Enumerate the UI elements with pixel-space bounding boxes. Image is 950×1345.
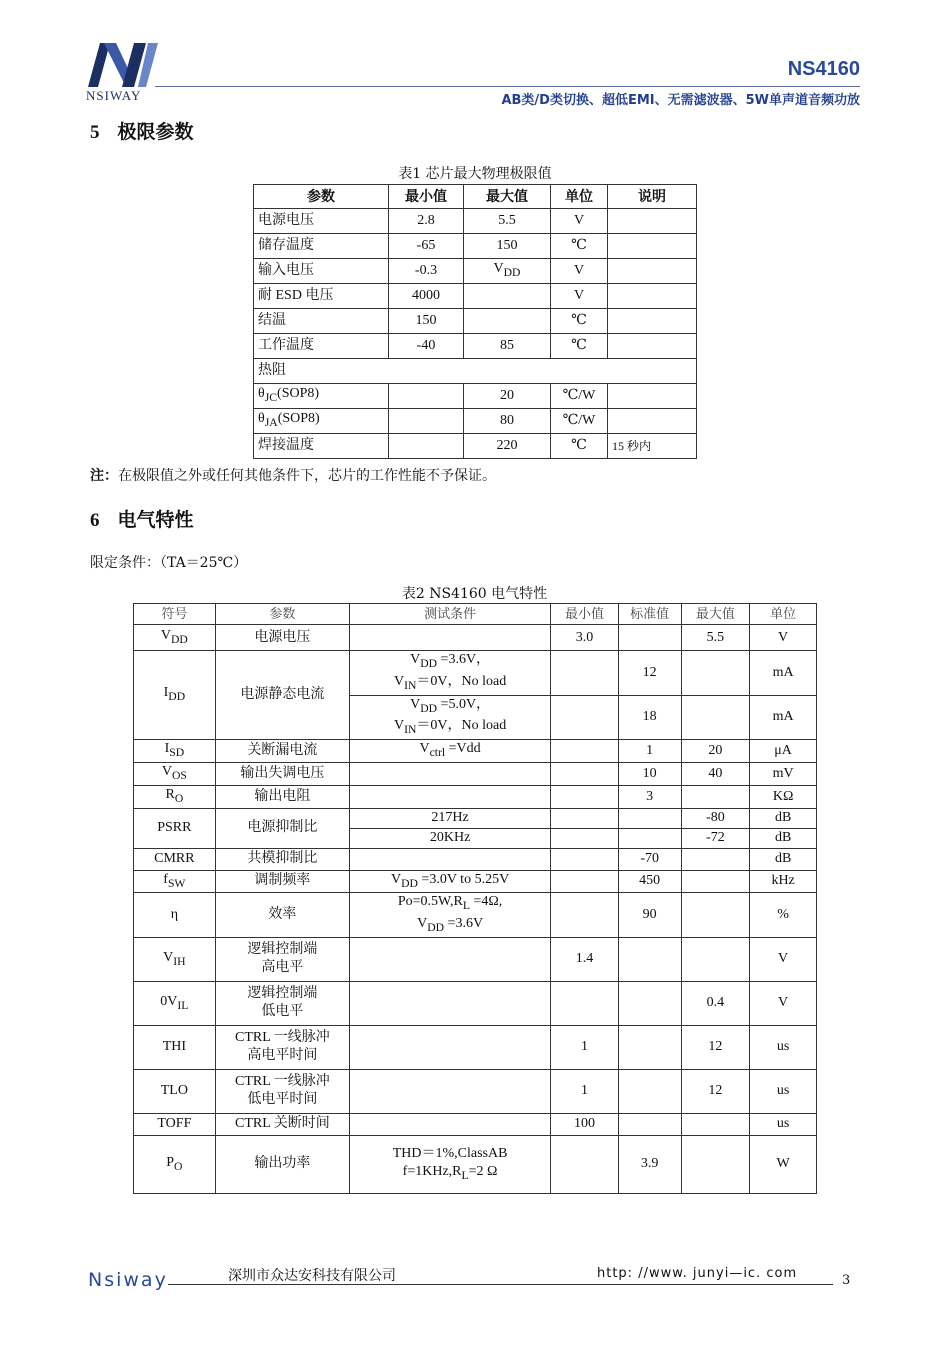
cell: 0.4 <box>681 981 750 1025</box>
cell-text: V <box>410 696 421 712</box>
cell <box>350 695 551 740</box>
cell <box>618 1113 681 1135</box>
cell <box>134 651 216 740</box>
table-row <box>254 259 697 284</box>
cell: V <box>750 937 817 981</box>
cell-text: V <box>410 652 421 667</box>
cell: 12 <box>618 651 681 696</box>
cell: μA <box>750 740 817 763</box>
cell <box>134 625 216 651</box>
cell <box>551 740 619 763</box>
cell: V <box>750 625 817 651</box>
cell <box>464 259 551 284</box>
cell-text: =3.6V， <box>437 652 491 667</box>
cell <box>215 1069 349 1113</box>
cell <box>681 937 750 981</box>
cell: kHz <box>750 870 817 893</box>
cell-sub: SD <box>169 745 185 759</box>
cell-text: ＝0V，No load <box>416 718 507 734</box>
cell <box>134 740 216 763</box>
table-row <box>254 434 697 459</box>
logo-text: NSIWAY <box>86 88 142 103</box>
cell <box>350 1113 551 1135</box>
cell-text: =2 Ω <box>468 1163 498 1179</box>
cell: V <box>750 981 817 1025</box>
cell <box>551 828 619 848</box>
cell <box>608 284 697 309</box>
cell: 焊接温度 <box>254 434 389 459</box>
cell: us <box>750 1113 817 1135</box>
cell <box>389 434 464 459</box>
cell: -80 <box>681 808 750 828</box>
cell: 20 <box>681 740 750 763</box>
cell <box>134 785 216 808</box>
cell: 共模抑制比 <box>215 848 349 870</box>
table-row <box>254 359 697 384</box>
cell: 输入电压 <box>254 259 389 284</box>
cell: ℃/W <box>551 384 608 409</box>
cell: 150 <box>389 309 464 334</box>
cell: η <box>134 893 216 938</box>
cell-text: =Vdd <box>445 741 481 757</box>
col-header: 符号 <box>134 604 216 625</box>
cell <box>350 981 551 1025</box>
cell <box>681 1113 750 1135</box>
cell-text: =3.6V <box>444 916 484 932</box>
part-number: NS4160 <box>787 58 860 80</box>
cell: V <box>551 209 608 234</box>
page-number: 3 <box>842 1273 851 1288</box>
cell: 输出电阻 <box>215 785 349 808</box>
table-row <box>134 848 817 870</box>
cell: 3 <box>618 785 681 808</box>
cell-sub: DD <box>168 689 186 703</box>
cell-thermal-label: 热阻 <box>254 359 697 384</box>
cell-sub: O <box>174 1159 183 1173</box>
cell: -40 <box>389 334 464 359</box>
cell-sub: IN <box>404 723 417 737</box>
col-header: 参数 <box>215 604 349 625</box>
cell: 储存温度 <box>254 234 389 259</box>
section-6-heading <box>90 505 194 532</box>
param-line: 高电平时间 <box>247 1048 318 1064</box>
cell-sub: IH <box>173 954 186 968</box>
cell-sub: DD <box>420 701 438 715</box>
cell <box>551 808 619 828</box>
cell-text: Po=0.5W,R <box>397 894 463 910</box>
table-row <box>254 309 697 334</box>
cell-text: ＝0V，No load <box>416 673 507 689</box>
cell-sub: JA <box>264 415 278 429</box>
cell-sub: L <box>461 1168 469 1182</box>
cell <box>134 981 216 1025</box>
cell: 2.8 <box>389 209 464 234</box>
table-row <box>254 384 697 409</box>
condition-line <box>354 651 546 673</box>
cell: 20KHz <box>350 828 551 848</box>
cell <box>551 870 619 893</box>
cell: 85 <box>464 334 551 359</box>
cell: us <box>750 1069 817 1113</box>
table-row <box>134 651 817 696</box>
cell: dB <box>750 808 817 828</box>
cell-sub: DD <box>401 876 418 890</box>
cell <box>551 848 619 870</box>
cell: 4000 <box>389 284 464 309</box>
cell: 12 <box>681 1069 750 1113</box>
cell: 输出失调电压 <box>215 762 349 785</box>
condition-line <box>354 717 546 739</box>
footer-brand: Nsiway <box>88 1269 168 1291</box>
table-header-row <box>254 185 697 209</box>
table2-caption: 表2 NS4160 电气特性 <box>401 586 548 602</box>
condition-line <box>354 1163 546 1185</box>
cell-text: (SOP8) <box>277 386 320 402</box>
cell: ℃ <box>551 334 608 359</box>
cell <box>681 695 750 740</box>
col-header: 最大值 <box>464 185 551 209</box>
cell: 关断漏电流 <box>215 740 349 763</box>
cell: 10 <box>618 762 681 785</box>
cell <box>134 1135 216 1193</box>
cell <box>551 651 619 696</box>
cell <box>389 384 464 409</box>
cell: 输出功率 <box>215 1135 349 1193</box>
table-header-row <box>134 604 817 625</box>
param-line: 低电平时间 <box>247 1092 318 1108</box>
cell <box>681 1135 750 1193</box>
cell-text: V <box>390 871 402 887</box>
cell <box>608 234 697 259</box>
cell: 调制频率 <box>215 870 349 893</box>
cell <box>618 625 681 651</box>
cell <box>350 785 551 808</box>
table-row <box>134 893 817 938</box>
cell-text: θ <box>258 386 265 402</box>
cell: TOFF <box>134 1113 216 1135</box>
cell-text: I <box>164 741 170 757</box>
col-header: 最大值 <box>681 604 750 625</box>
cell: 1.4 <box>551 937 619 981</box>
cell <box>618 1069 681 1113</box>
cell: TLO <box>134 1069 216 1113</box>
table-row <box>134 870 817 893</box>
cell <box>551 893 619 938</box>
condition-line <box>354 915 546 937</box>
note-text: 在极限值之外或任何其他条件下，芯片的工作性能不予保证。 <box>118 468 496 484</box>
cell <box>254 409 389 434</box>
cell: 450 <box>618 870 681 893</box>
cell-text: R <box>165 786 175 802</box>
table-row <box>134 1113 817 1135</box>
cell <box>618 828 681 848</box>
cell: 效率 <box>215 893 349 938</box>
cell <box>681 893 750 938</box>
cell: 电源电压 <box>254 209 389 234</box>
cell <box>464 284 551 309</box>
col-header: 参数 <box>254 185 389 209</box>
table-row <box>134 740 817 763</box>
cell: ℃ <box>551 434 608 459</box>
cell-sub: IN <box>404 678 417 692</box>
col-header: 最小值 <box>551 604 619 625</box>
cell <box>215 1025 349 1069</box>
cell: 220 <box>464 434 551 459</box>
cell <box>464 309 551 334</box>
cell: W <box>750 1135 817 1193</box>
cell <box>608 334 697 359</box>
table-row <box>134 808 817 828</box>
cell <box>618 1025 681 1069</box>
param-line: 逻辑控制端 <box>247 986 318 1002</box>
cell <box>551 695 619 740</box>
cell <box>350 1069 551 1113</box>
cell: dB <box>750 828 817 848</box>
cell-text: V <box>393 673 405 689</box>
table-row <box>254 209 697 234</box>
param-line: 逻辑控制端 <box>247 942 318 958</box>
table-row <box>134 1135 817 1193</box>
cell: ℃ <box>551 234 608 259</box>
cell: KΩ <box>750 785 817 808</box>
table1-caption: 表1 芯片最大物理极限值 <box>398 166 552 182</box>
cell: 18 <box>618 695 681 740</box>
table-row <box>254 284 697 309</box>
cell-text: =5.0V， <box>437 696 491 712</box>
condition-line <box>354 673 546 695</box>
cell: 150 <box>464 234 551 259</box>
cell <box>350 870 551 893</box>
note-label: 注： <box>90 468 118 484</box>
cell-sub: DD <box>171 632 188 646</box>
cell <box>215 937 349 981</box>
cell <box>608 384 697 409</box>
cell: -72 <box>681 828 750 848</box>
cell: -70 <box>618 848 681 870</box>
cell: us <box>750 1025 817 1069</box>
cell <box>350 1135 551 1193</box>
cell <box>254 384 389 409</box>
cell: CTRL 关断时间 <box>215 1113 349 1135</box>
cell: -0.3 <box>389 259 464 284</box>
footer-company: 深圳市众达安科技有限公司 <box>228 1268 396 1284</box>
cell <box>350 625 551 651</box>
cell <box>350 937 551 981</box>
cell <box>350 848 551 870</box>
cell: 5.5 <box>464 209 551 234</box>
param-line: CTRL 一线脉冲 <box>234 1074 330 1090</box>
cell <box>551 1135 619 1193</box>
section-5-heading <box>90 117 194 144</box>
cell <box>608 209 697 234</box>
table-row <box>134 785 817 808</box>
cell <box>350 1025 551 1069</box>
section-title: 极限参数 <box>117 121 194 143</box>
cell: 3.9 <box>618 1135 681 1193</box>
cell <box>681 870 750 893</box>
cell: mA <box>750 651 817 696</box>
cell-text: I <box>163 685 169 701</box>
cell <box>215 981 349 1025</box>
test-condition: 限定条件：（TA＝25℃） <box>90 555 248 571</box>
col-header: 单位 <box>750 604 817 625</box>
cell: 工作温度 <box>254 334 389 359</box>
cell: 100 <box>551 1113 619 1135</box>
table-row <box>254 334 697 359</box>
cell: 耐 ESD 电压 <box>254 284 389 309</box>
cell <box>134 870 216 893</box>
cell-sub: O <box>174 791 184 805</box>
col-header: 测试条件 <box>350 604 551 625</box>
cell <box>681 785 750 808</box>
table-electrical <box>133 603 817 1194</box>
cell: dB <box>750 848 817 870</box>
header-subtitle: AB类/D类切换、超低EMI、无需滤波器、5W单声道音频功放 <box>501 93 860 108</box>
condition-line <box>354 893 546 915</box>
cell: 5.5 <box>681 625 750 651</box>
table-row <box>254 409 697 434</box>
cell <box>608 309 697 334</box>
cell: 1 <box>551 1069 619 1113</box>
param-line: CTRL 一线脉冲 <box>234 1030 330 1046</box>
cell-sub: DD <box>420 656 438 670</box>
cell: 电源抑制比 <box>215 808 349 848</box>
cell <box>389 409 464 434</box>
cell: ℃/W <box>551 409 608 434</box>
cell-text: P <box>166 1154 175 1170</box>
cell <box>350 740 551 763</box>
cell-text: V <box>493 261 504 277</box>
cell <box>618 937 681 981</box>
cell-text: θ <box>258 411 265 427</box>
cell: mA <box>750 695 817 740</box>
cell: 3.0 <box>551 625 619 651</box>
cell-sub: JC <box>264 390 278 404</box>
cell: 结温 <box>254 309 389 334</box>
cell: 217Hz <box>350 808 551 828</box>
cell: 12 <box>681 1025 750 1069</box>
cell-text: =3.0V to 5.25V <box>417 871 510 887</box>
cell-text: V <box>163 949 174 965</box>
cell-text: =4Ω, <box>469 894 503 910</box>
cell: ℃ <box>551 309 608 334</box>
cell-sub: L <box>462 899 470 913</box>
cell <box>551 981 619 1025</box>
cell-text: f <box>163 871 168 887</box>
cell <box>350 893 551 938</box>
cell-sub: DD <box>503 265 521 279</box>
col-header: 标准值 <box>618 604 681 625</box>
table-row <box>134 1069 817 1113</box>
cell: 20 <box>464 384 551 409</box>
cell: 15 秒内 <box>608 434 697 459</box>
cell: 40 <box>681 762 750 785</box>
cell: 1 <box>551 1025 619 1069</box>
section-title: 电气特性 <box>117 509 194 531</box>
table-row <box>134 981 817 1025</box>
header-divider <box>155 86 860 87</box>
cell: V <box>551 259 608 284</box>
table-row <box>134 625 817 651</box>
param-line: 低电平 <box>261 1004 304 1020</box>
cell <box>350 651 551 696</box>
cell: 90 <box>618 893 681 938</box>
col-header: 说明 <box>608 185 697 209</box>
cell-text: f=1KHz,R <box>402 1163 462 1179</box>
cell-text: V <box>419 741 430 757</box>
cell <box>681 651 750 696</box>
cell: 电源静态电流 <box>215 651 349 740</box>
condition-line: THD＝1%,ClassAB <box>392 1145 508 1161</box>
table-row <box>254 234 697 259</box>
cell: CMRR <box>134 848 216 870</box>
cell <box>608 259 697 284</box>
cell-text: 0V <box>160 993 178 1009</box>
footer-url[interactable]: http: //www. junyi—ic. com <box>597 1266 798 1281</box>
cell: V <box>551 284 608 309</box>
cell <box>134 937 216 981</box>
cell-text: (SOP8) <box>277 411 320 427</box>
cell <box>681 848 750 870</box>
cell <box>134 762 216 785</box>
cell-text: V <box>393 718 405 734</box>
condition-line <box>354 696 546 718</box>
cell <box>618 808 681 828</box>
table-row <box>134 1025 817 1069</box>
cell: PSRR <box>134 808 216 848</box>
cell: mV <box>750 762 817 785</box>
cell <box>551 785 619 808</box>
cell-text: V <box>161 763 172 779</box>
cell <box>350 762 551 785</box>
cell <box>618 981 681 1025</box>
cell-sub: IL <box>177 998 189 1012</box>
cell-sub: SW <box>167 876 186 890</box>
cell-text: V <box>160 627 171 643</box>
cell: % <box>750 893 817 938</box>
cell: THI <box>134 1025 216 1069</box>
table1-note <box>90 465 496 485</box>
cell-sub: DD <box>427 920 445 934</box>
nsiway-logo <box>86 41 158 87</box>
section-number: 6 <box>90 510 100 531</box>
cell-sub: ctrl <box>429 745 446 759</box>
param-line: 高电平 <box>261 960 304 976</box>
cell-sub: OS <box>171 768 187 782</box>
cell <box>551 762 619 785</box>
section-number: 5 <box>90 122 100 143</box>
cell: -65 <box>389 234 464 259</box>
table-row <box>134 762 817 785</box>
cell: 1 <box>618 740 681 763</box>
cell <box>608 409 697 434</box>
table-absolute-max <box>253 184 697 459</box>
table-row <box>134 937 817 981</box>
col-header: 最小值 <box>389 185 464 209</box>
col-header: 单位 <box>551 185 608 209</box>
cell: 80 <box>464 409 551 434</box>
cell: 电源电压 <box>215 625 349 651</box>
cell-text: V <box>417 916 428 932</box>
